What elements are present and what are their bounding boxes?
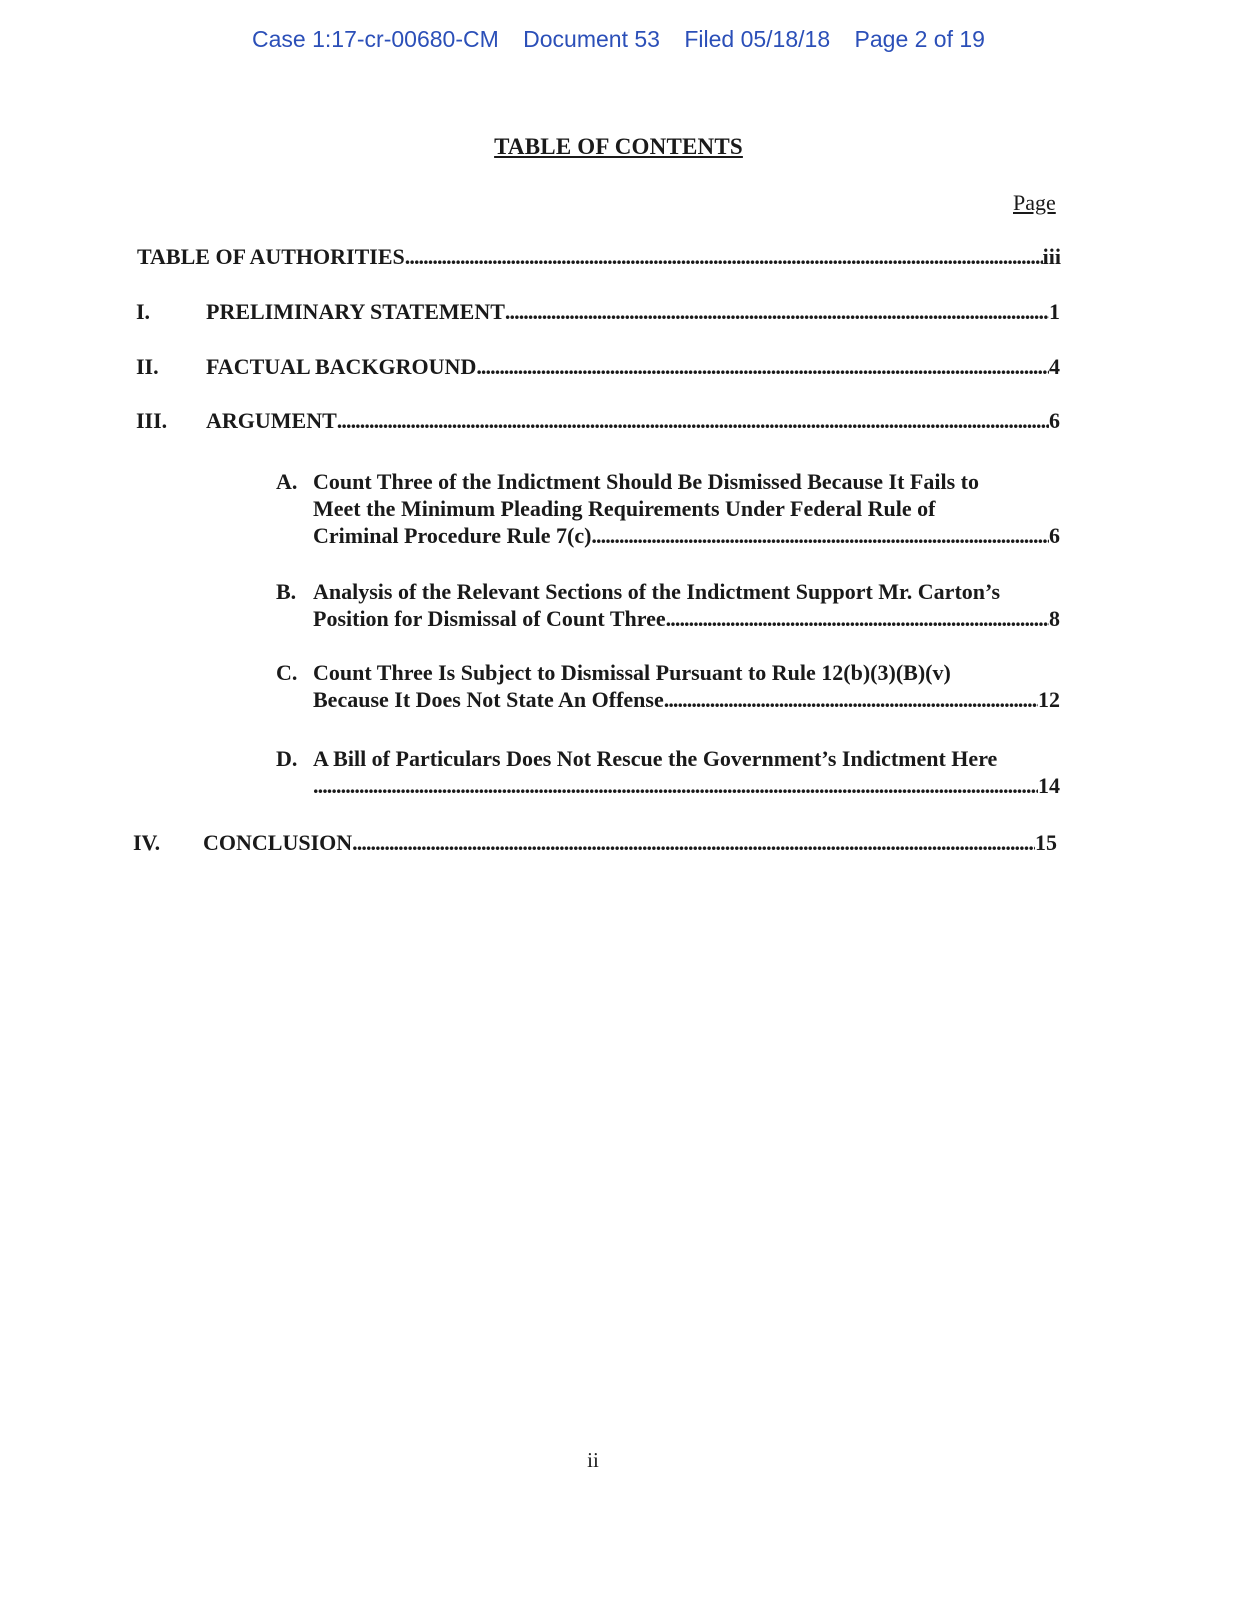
subsection-line: Meet the Minimum Pleading Requirements Under Federal Rule of xyxy=(313,496,936,521)
page-title: TABLE OF CONTENTS xyxy=(494,134,743,159)
subsection-line: Count Three of the Indictment Should Be Dismissed Because It Fails to xyxy=(313,469,979,494)
toc-entry-authorities xyxy=(137,244,1061,270)
toc-entry-page: 15 xyxy=(1035,830,1057,855)
dot-leader xyxy=(476,354,1049,380)
toc-entry-page: 14 xyxy=(1038,773,1060,798)
subsection-line: A Bill of Particulars Does Not Rescue the Government’s Indictment Here xyxy=(313,746,998,771)
toc-subsection-b xyxy=(276,578,1060,634)
dot-leader xyxy=(352,830,1035,856)
toc-subsection-c xyxy=(276,659,1060,715)
dot-leader xyxy=(505,299,1049,325)
subsection-line: Count Three Is Subject to Dismissal Pursuant to Rule 12(b)(3)(B)(v) xyxy=(313,660,951,685)
dot-leader xyxy=(591,522,1049,549)
toc-entry-conclusion xyxy=(133,830,1057,856)
toc-subsection-d xyxy=(276,745,1060,801)
dot-leader xyxy=(337,408,1049,434)
case-number: Case 1:17-cr-00680-CM xyxy=(252,26,499,52)
dot-leader xyxy=(666,605,1049,632)
page-indicator: Page 2 of 19 xyxy=(854,26,985,52)
subsection-line: Criminal Procedure Rule 7(c) xyxy=(313,523,592,548)
toc-entry-page: 6 xyxy=(1049,523,1060,548)
toc-entry-numeral: I. xyxy=(136,299,151,324)
toc-entry-label: ARGUMENT xyxy=(206,408,337,433)
toc-entry-label: TABLE OF AUTHORITIES xyxy=(137,244,405,269)
page-column-label: Page xyxy=(1013,190,1056,215)
footer-page-number: ii xyxy=(587,1448,599,1472)
subsection-letter: B. xyxy=(276,579,297,604)
toc-entry-page: 8 xyxy=(1049,606,1060,631)
subsection-line: Position for Dismissal of Count Three xyxy=(313,606,666,631)
subsection-letter: D. xyxy=(276,746,298,771)
subsection-last-line xyxy=(313,772,1060,799)
ecf-header xyxy=(0,26,1237,53)
toc-entry-preliminary-statement xyxy=(136,299,1060,325)
toc-entry-numeral: IV. xyxy=(133,830,161,855)
document-number: Document 53 xyxy=(523,26,660,52)
toc-entry-label: CONCLUSION xyxy=(203,830,353,855)
subsection-letter: C. xyxy=(276,660,298,685)
filed-date: Filed 05/18/18 xyxy=(684,26,831,52)
toc-entry-factual-background xyxy=(136,354,1060,380)
toc-entry-argument xyxy=(136,408,1060,434)
subsection-last-line xyxy=(313,605,1060,632)
toc-entry-page: 1 xyxy=(1049,299,1060,324)
toc-entry-page: 12 xyxy=(1038,687,1060,712)
toc-entry-numeral: II. xyxy=(136,354,159,379)
subsection-last-line xyxy=(313,522,1060,549)
subsection-line: Because It Does Not State An Offense xyxy=(313,687,664,712)
dot-leader xyxy=(313,772,1038,799)
subsection-line: Analysis of the Relevant Sections of the Indictment Support Mr. Carton’s xyxy=(313,579,1001,604)
dot-leader xyxy=(664,686,1038,713)
subsection-letter: A. xyxy=(276,469,298,494)
toc-entry-page: 6 xyxy=(1049,408,1060,433)
toc-entry-page: 4 xyxy=(1049,354,1060,379)
subsection-last-line xyxy=(313,686,1060,713)
toc-entry-label: PRELIMINARY STATEMENT xyxy=(206,299,505,324)
toc-entry-numeral: III. xyxy=(136,408,168,433)
toc-subsection-a xyxy=(276,468,1060,552)
toc-entry-label: FACTUAL BACKGROUND xyxy=(206,354,477,379)
dot-leader xyxy=(405,244,1043,270)
toc-entry-page: iii xyxy=(1042,244,1061,269)
